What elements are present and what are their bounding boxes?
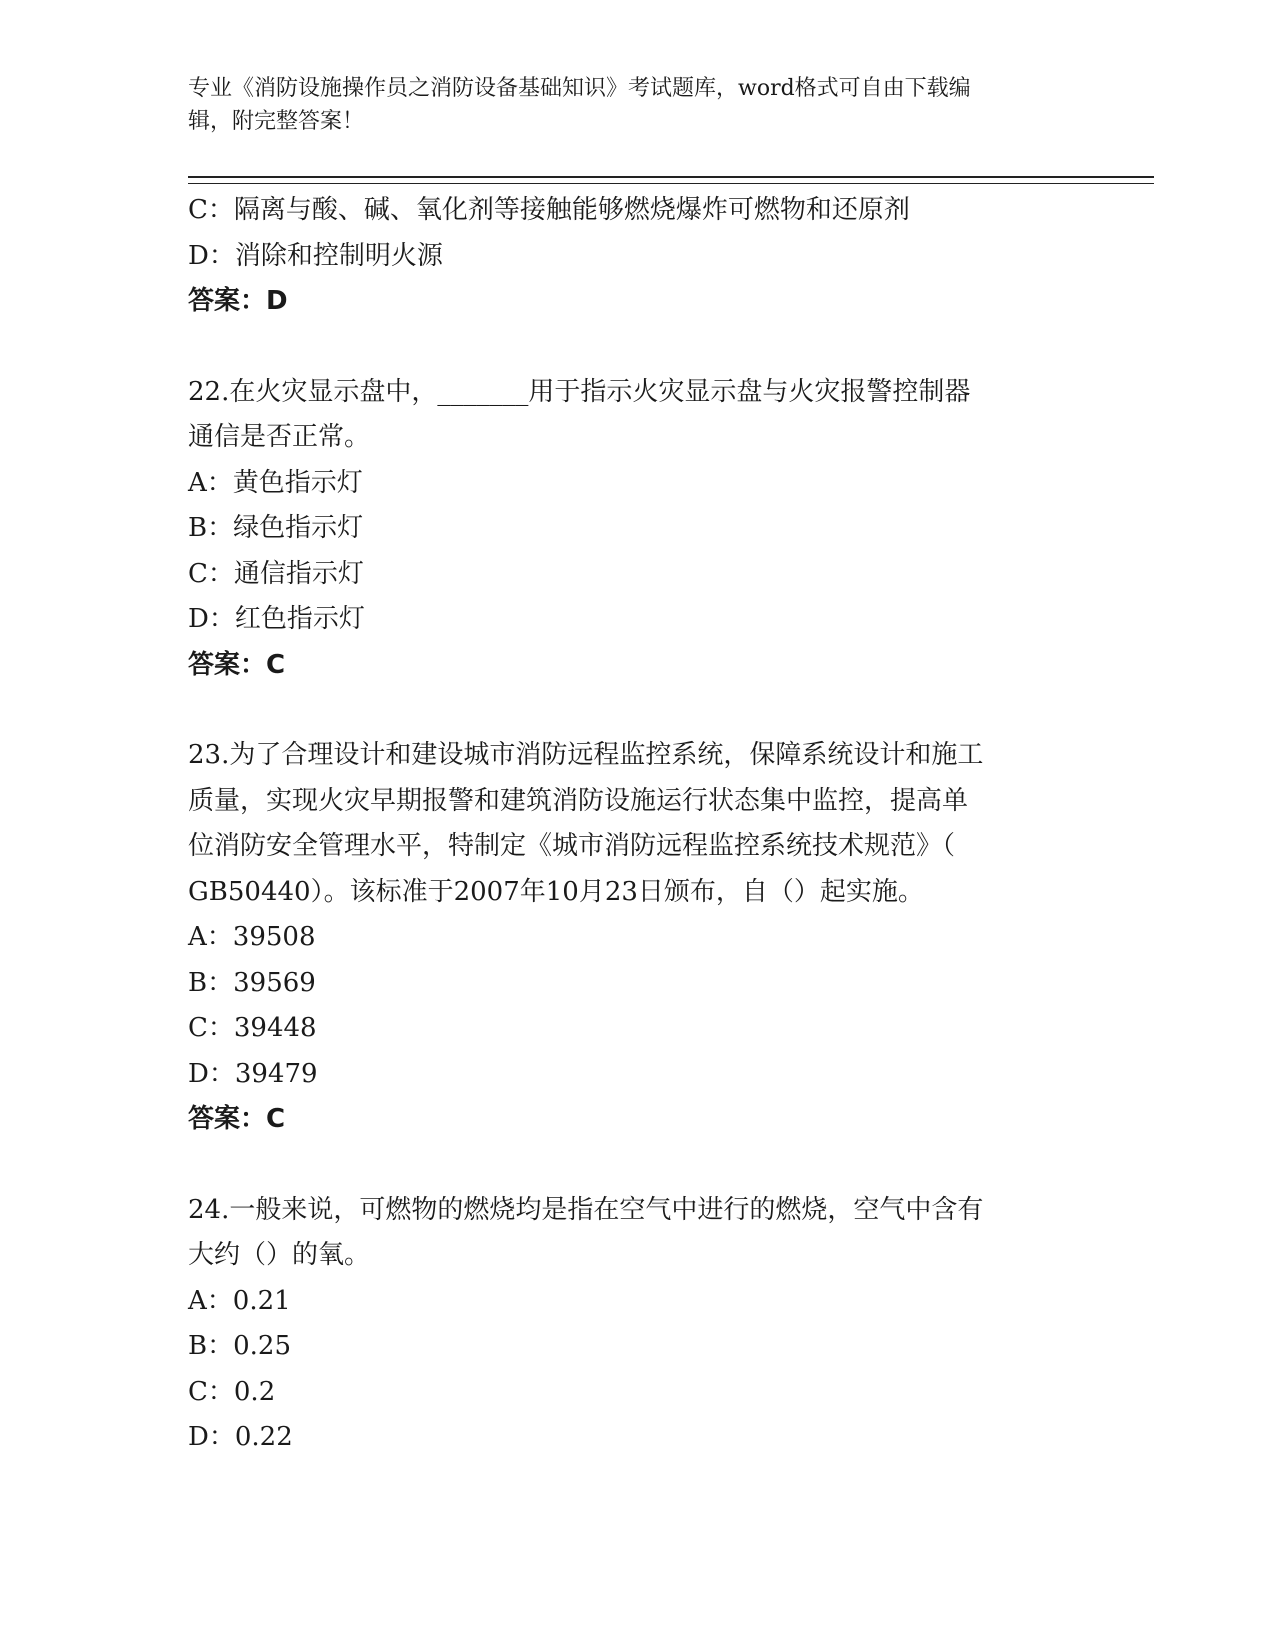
spacer <box>188 688 1088 733</box>
option-b: B：0.25 <box>188 1331 291 1361</box>
option-c: C：0.2 <box>188 1376 276 1407</box>
option-d: D：0.22 <box>188 1422 293 1452</box>
option-a: A：39508 <box>188 922 316 952</box>
option-d: D：红色指示灯 <box>188 604 365 634</box>
answer: 答案：C <box>188 649 286 680</box>
answer: 答案：D <box>188 286 288 316</box>
header-divider-thick <box>188 176 1154 178</box>
question-stem-line: 质量，实现火灾早期报警和建筑消防设施运行状态集中监控，提高单 <box>188 785 969 816</box>
header-line-1: 专业《消防设施操作员之消防设备基础知识》考试题库，word格式可自由下载编 <box>188 76 971 101</box>
spacer <box>188 325 1088 370</box>
question-stem-line: 大约（）的氧。 <box>188 1240 371 1270</box>
question-23 <box>188 733 1088 1143</box>
option-b: B：39569 <box>188 967 316 998</box>
spacer <box>188 1143 1088 1188</box>
option-d: D：39479 <box>188 1058 318 1089</box>
option-c: C：通信指示灯 <box>188 558 364 589</box>
question-24 <box>188 1188 1088 1461</box>
option-c: C：隔离与酸、碱、氧化剂等接触能够燃烧爆炸可燃物和还原剂 <box>188 195 910 225</box>
option-a: A：0.21 <box>188 1285 291 1316</box>
question-stem-line: 24.一般来说，可燃物的燃烧均是指在空气中进行的燃烧，空气中含有 <box>188 1194 984 1225</box>
option-b: B：绿色指示灯 <box>188 513 364 543</box>
question-22 <box>188 370 1088 689</box>
header-divider-thin <box>188 183 1154 184</box>
document-header <box>188 72 1088 138</box>
question-stem-line: 位消防安全管理水平，特制定《城市消防远程监控系统技术规范》（ <box>188 831 956 861</box>
question-stem-line: 22.在火灾显示盘中，_______用于指示火灾显示盘与火灾报警控制器 <box>188 376 971 407</box>
question-stem-line: 23.为了合理设计和建设城市消防远程监控系统，保障系统设计和施工 <box>188 740 984 770</box>
question-stem-line: 通信是否正常。 <box>188 422 371 452</box>
option-d: D：消除和控制明火源 <box>188 240 443 271</box>
question-list <box>188 188 1088 1461</box>
question-21 <box>188 188 1088 325</box>
answer: 答案：C <box>188 1104 286 1134</box>
option-c: C：39448 <box>188 1013 317 1043</box>
question-stem-line: GB50440）。该标准于2007年10月23日颁布，自（）起实施。 <box>188 876 924 907</box>
option-a: A：黄色指示灯 <box>188 467 363 498</box>
header-line-2: 辑，附完整答案！ <box>188 109 365 134</box>
